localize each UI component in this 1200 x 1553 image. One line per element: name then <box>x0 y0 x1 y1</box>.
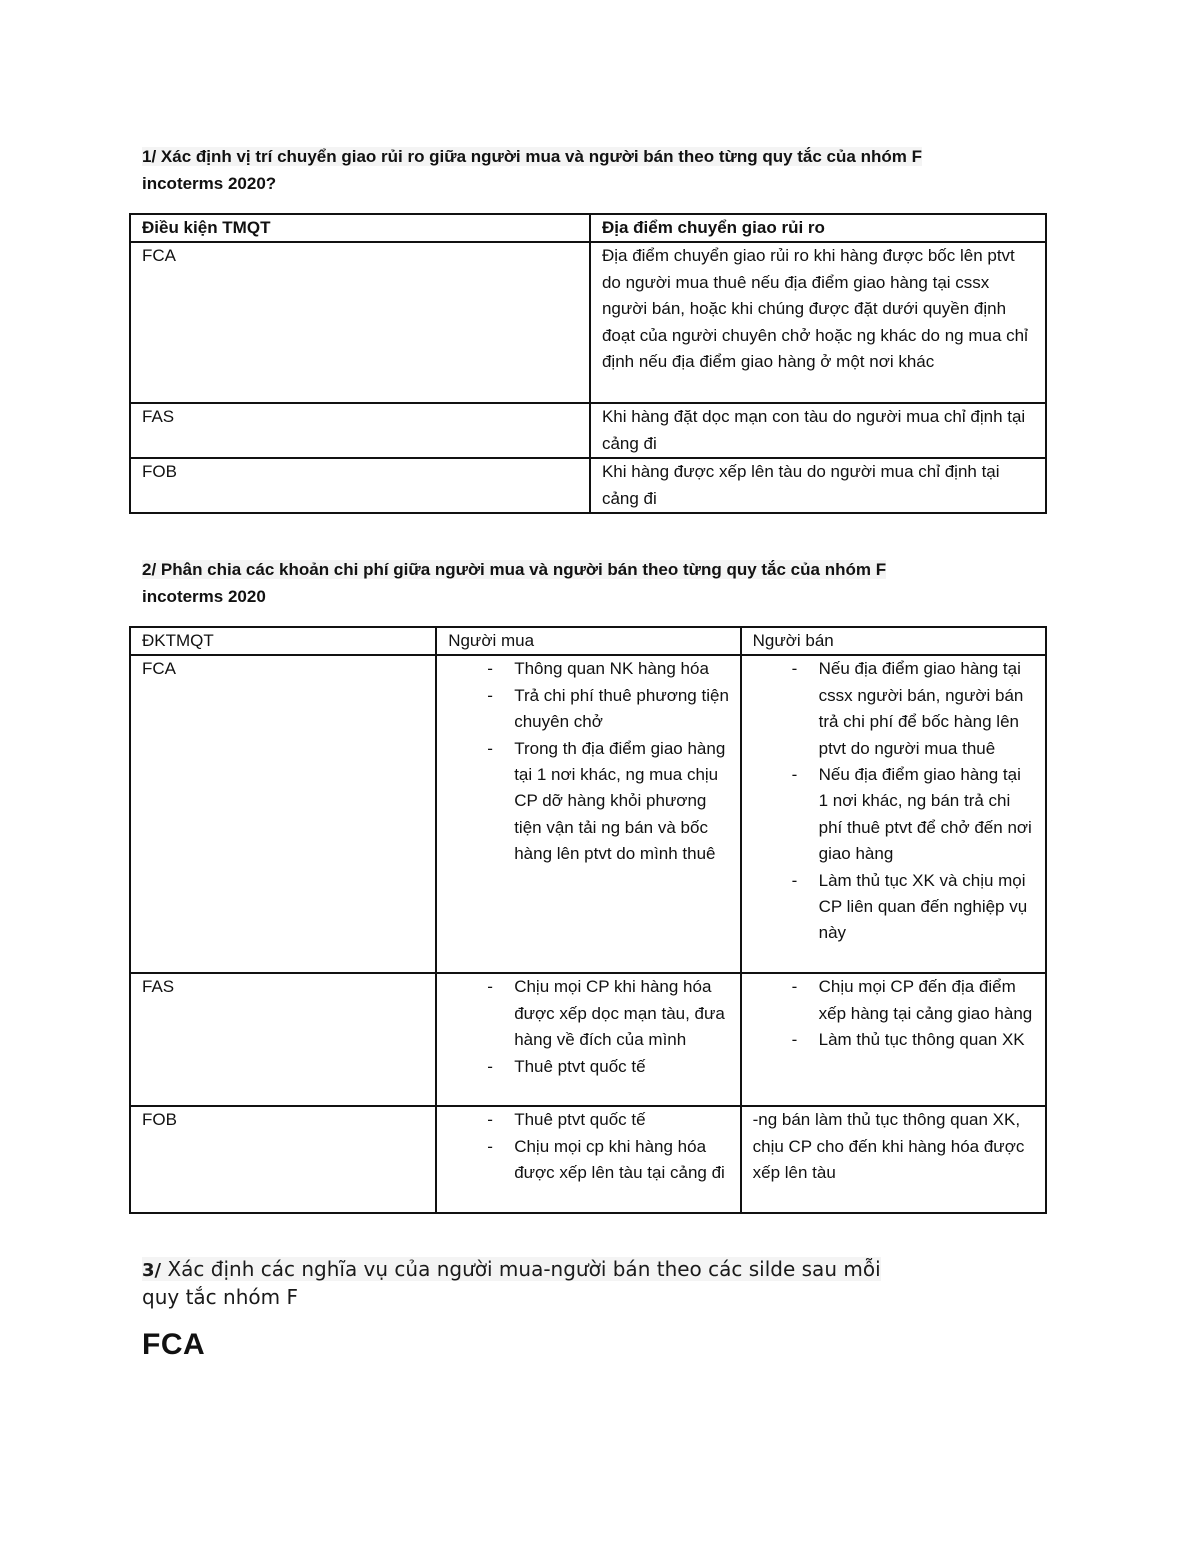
section2-title-line1: 2/ Phân chia các khoản chi phí giữa người mua và người bán theo từng quy tắc của nhóm F <box>142 560 887 579</box>
table-row-fas <box>130 403 1046 458</box>
table-row-fob <box>130 458 1046 513</box>
section2-title <box>142 556 1042 610</box>
header-seller: Người bán <box>741 627 1046 655</box>
table-header-row <box>130 627 1046 655</box>
list-item: - Thuê ptvt quốc tế <box>448 1107 729 1133</box>
list-item: - Trả chi phí thuê phương tiện chuyên chở <box>448 683 729 736</box>
header-risk-location: Địa điểm chuyển giao rủi ro <box>590 214 1046 242</box>
section1-title-line2: incoterms 2020? <box>142 174 277 193</box>
table-row-fca <box>130 242 1046 403</box>
risk-transfer-table <box>129 213 1047 514</box>
list-item: - Chịu mọi cp khi hàng hóa được xếp lên tàu tại cảng đi <box>448 1134 729 1187</box>
term-cell: FCA <box>130 242 590 403</box>
table-row-fas <box>130 973 1046 1106</box>
list-item: - Làm thủ tục thông quan XK <box>753 1027 1035 1053</box>
header-term: Điều kiện TMQT <box>130 214 590 242</box>
cost-division-table <box>129 626 1047 1214</box>
section2-title-line2: incoterms 2020 <box>142 587 266 606</box>
list-item: - Thông quan NK hàng hóa <box>448 656 729 682</box>
term-cell: FOB <box>130 458 590 513</box>
term-cell: FCA <box>130 655 436 973</box>
term-cell: FAS <box>130 403 590 458</box>
risk-cell: Khi hàng đặt dọc mạn con tàu do người mua chỉ định tại cảng đi <box>590 403 1046 458</box>
section3-title-line1: Xác định các nghĩa vụ của người mua-người bán theo các silde sau mỗi <box>161 1257 881 1281</box>
list-item: - Thuê ptvt quốc tế <box>448 1054 729 1080</box>
table-row-fob <box>130 1106 1046 1213</box>
list-item: - Nếu địa điểm giao hàng tại cssx người bán, người bán trả chi phí để bốc hàng lên ptvt do người mua thuê <box>753 656 1035 762</box>
header-term: ĐKTMQT <box>130 627 436 655</box>
buyer-cell <box>436 1106 740 1213</box>
section1-title <box>142 143 1042 197</box>
seller-cell <box>741 973 1046 1106</box>
risk-cell: Khi hàng được xếp lên tàu do người mua chỉ định tại cảng đi <box>590 458 1046 513</box>
risk-cell: Địa điểm chuyển giao rủi ro khi hàng được bốc lên ptvt do người mua thuê nếu địa điểm giao hàng tại cssx người bán, hoặc khi chúng được đặt dưới quyền định đoạt của người chuyên chở hoặc ng khác do ng mua chỉ định nếu địa điểm giao hàng ở một nơi khác <box>590 242 1046 403</box>
seller-cell: -ng bán làm thủ tục thông quan XK, chịu CP cho đến khi hàng hóa được xếp lên tàu <box>741 1106 1046 1213</box>
section3-number: 3/ <box>142 1260 162 1281</box>
buyer-cell <box>436 973 740 1106</box>
term-cell: FAS <box>130 973 436 1106</box>
section3-title <box>142 1256 1062 1311</box>
list-item: - Nếu địa điểm giao hàng tại 1 nơi khác, ng bán trả chi phí thuê ptvt để chở đến nơi giao hàng <box>753 762 1035 868</box>
list-item: - Trong th địa điểm giao hàng tại 1 nơi khác, ng mua chịu CP dỡ hàng khỏi phương tiện vận tải ng bán và bốc hàng lên ptvt do mình thuê <box>448 736 729 868</box>
term-cell: FOB <box>130 1106 436 1213</box>
section1-title-line1: 1/ Xác định vị trí chuyển giao rủi ro giữa người mua và người bán theo từng quy tắc của nhóm F <box>142 147 922 166</box>
header-buyer: Người mua <box>436 627 740 655</box>
buyer-cell <box>436 655 740 973</box>
list-item: - Chịu mọi CP đến địa điểm xếp hàng tại cảng giao hàng <box>753 974 1035 1027</box>
list-item: - Chịu mọi CP khi hàng hóa được xếp dọc mạn tàu, đưa hàng về đích của mình <box>448 974 729 1053</box>
table-row-fca <box>130 655 1046 973</box>
list-item: - Làm thủ tục XK và chịu mọi CP liên quan đến nghiệp vụ này <box>753 868 1035 947</box>
table-header-row <box>130 214 1046 242</box>
seller-cell <box>741 655 1046 973</box>
fca-heading: FCA <box>142 1328 206 1361</box>
section3-title-line2: quy tắc nhóm F <box>142 1285 298 1309</box>
